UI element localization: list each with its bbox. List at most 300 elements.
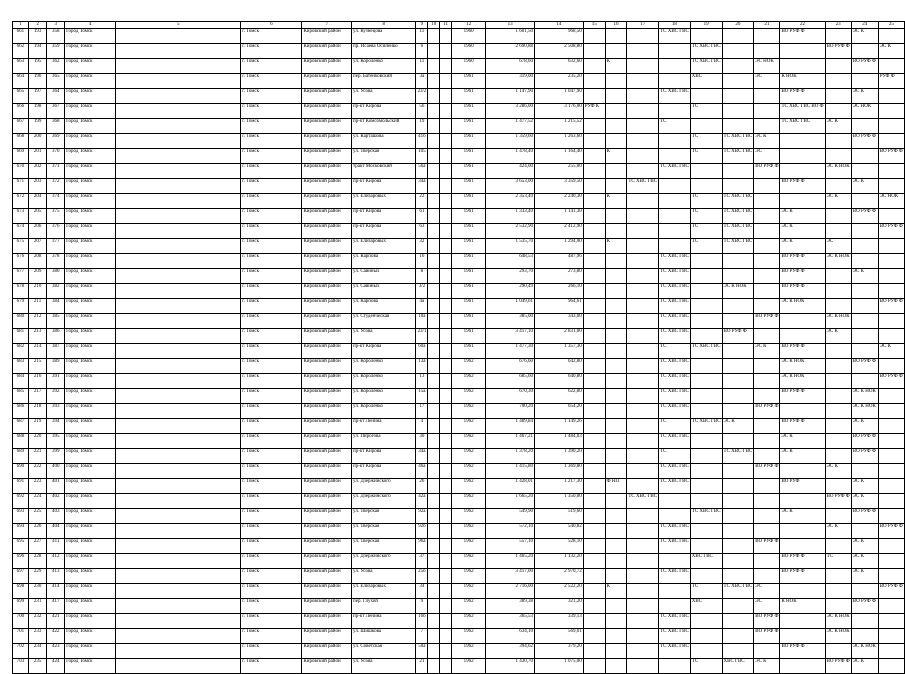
- table-cell: [754, 419, 780, 434]
- table-cell: ВО РУФ Ф: [878, 224, 904, 239]
- table-cell: [825, 359, 851, 374]
- table-cell: ТС ХВС ГВС: [690, 59, 722, 74]
- table-cell: 30: [416, 434, 428, 449]
- table-cell: 413: [47, 569, 65, 584]
- table-cell: [722, 104, 754, 119]
- table-cell: 215: [28, 359, 47, 374]
- table-cell: [440, 29, 452, 44]
- table-cell: [116, 539, 241, 554]
- table-cell: [605, 539, 627, 554]
- table-cell: [780, 614, 825, 629]
- table-cell: [627, 629, 659, 644]
- table-cell: 1962: [452, 524, 486, 539]
- table-cell: Город Томск: [65, 329, 116, 344]
- table-cell: 1 215,52: [534, 119, 583, 134]
- table-cell: ЭС К: [851, 494, 878, 509]
- table-row: [13, 89, 905, 104]
- table-cell: [627, 224, 659, 239]
- table-cell: 423: [47, 644, 65, 659]
- table-cell: 1 484,03: [534, 434, 583, 449]
- table-cell: 210: [28, 284, 47, 299]
- table-cell: [722, 89, 754, 104]
- column-number-cell: 7: [302, 22, 352, 29]
- table-cell: [690, 374, 722, 389]
- table-cell: 669: [13, 149, 29, 164]
- table-cell: К НОК: [780, 599, 825, 614]
- table-cell: 1961: [452, 119, 486, 134]
- table-cell: [605, 134, 627, 149]
- table-cell: Город Томск: [65, 509, 116, 524]
- table-cell: 2 690,88: [486, 44, 535, 59]
- table-cell: ТС ХВС ГВС: [659, 89, 691, 104]
- column-number-cell: 10: [428, 22, 440, 29]
- table-cell: Кировский район: [302, 629, 352, 644]
- table-cell: [428, 509, 440, 524]
- table-cell: [780, 329, 825, 344]
- table-cell: 61: [416, 209, 428, 224]
- table-cell: ВО РУФ Ф: [754, 629, 780, 644]
- table-cell: [690, 479, 722, 494]
- table-cell: 385: [47, 314, 65, 329]
- table-cell: [825, 179, 851, 194]
- table-cell: [780, 539, 825, 554]
- table-cell: [440, 359, 452, 374]
- table-cell: [627, 254, 659, 269]
- table-row: [13, 329, 905, 344]
- table-cell: [690, 359, 722, 374]
- table-cell: 227: [28, 539, 47, 554]
- table-cell: 622,80: [534, 389, 583, 404]
- table-cell: [440, 404, 452, 419]
- table-cell: г. Томск: [241, 359, 302, 374]
- table-cell: [583, 494, 605, 509]
- table-cell: 1 489,84: [486, 419, 535, 434]
- table-cell: [583, 434, 605, 449]
- table-cell: 11: [416, 59, 428, 74]
- table-cell: 365: [47, 74, 65, 89]
- table-cell: [428, 314, 440, 329]
- column-number-cell: 24: [851, 22, 878, 29]
- table-cell: 293,70: [486, 269, 535, 284]
- table-cell: Город Томск: [65, 539, 116, 554]
- table-cell: [583, 464, 605, 479]
- column-number-cell: 8: [352, 22, 416, 29]
- table-cell: [428, 644, 440, 659]
- table-cell: [116, 284, 241, 299]
- table-cell: [878, 59, 904, 74]
- table-cell: [428, 119, 440, 134]
- table-cell: [116, 254, 241, 269]
- table-cell: [878, 419, 904, 434]
- table-cell: ЭС К НОК: [851, 389, 878, 404]
- table-cell: Ф НП: [605, 479, 627, 494]
- table-cell: [722, 539, 754, 554]
- table-cell: 369: [47, 134, 65, 149]
- table-cell: [878, 599, 904, 614]
- table-cell: [754, 329, 780, 344]
- table-cell: 1 665,20: [486, 494, 535, 509]
- table-cell: [754, 359, 780, 374]
- table-cell: 667: [13, 119, 29, 134]
- table-cell: [690, 269, 722, 284]
- table-cell: 403: [47, 509, 65, 524]
- table-cell: ВО РУФ Ф: [780, 29, 825, 44]
- table-cell: 389: [47, 359, 65, 374]
- table-cell: ЭС: [754, 149, 780, 164]
- table-cell: [116, 479, 241, 494]
- table-cell: ВО РУФ Ф: [754, 404, 780, 419]
- table-cell: [605, 269, 627, 284]
- table-cell: [722, 599, 754, 614]
- table-cell: ХВС: [690, 74, 722, 89]
- table-cell: [440, 449, 452, 464]
- table-cell: Город Томск: [65, 554, 116, 569]
- table-cell: ВО РУФ Ф: [780, 419, 825, 434]
- table-cell: [605, 494, 627, 509]
- table-cell: г. Томск: [241, 179, 302, 194]
- table-cell: 384: [47, 299, 65, 314]
- table-cell: 1961: [452, 89, 486, 104]
- table-cell: 46а: [416, 464, 428, 479]
- table-row: [13, 569, 905, 584]
- table-cell: [116, 374, 241, 389]
- table-cell: 676,60: [486, 359, 535, 374]
- table-cell: 1 294,00: [534, 239, 583, 254]
- table-cell: тракт Московский: [352, 164, 416, 179]
- table-cell: ЭС К: [851, 89, 878, 104]
- table-cell: [754, 569, 780, 584]
- column-number-cell: 2: [28, 22, 47, 29]
- table-cell: [116, 239, 241, 254]
- table-cell: ВО РУФ Ф: [780, 254, 825, 269]
- table-cell: ВО РУФ Ф: [851, 509, 878, 524]
- table-cell: ул. Кузнецова: [352, 29, 416, 44]
- table-cell: 25б: [416, 569, 428, 584]
- table-cell: 1962: [452, 464, 486, 479]
- table-cell: [627, 329, 659, 344]
- table-cell: [722, 254, 754, 269]
- table-cell: ТС ХВС ГВС: [659, 374, 691, 389]
- table-cell: ЭС К: [851, 539, 878, 554]
- column-number-cell: 11: [440, 22, 452, 29]
- table-cell: 661: [13, 29, 29, 44]
- table-cell: [659, 194, 691, 209]
- table-cell: [583, 89, 605, 104]
- table-cell: [851, 464, 878, 479]
- table-cell: ХВС: [690, 599, 722, 614]
- table-cell: ВО РУФ Ф: [851, 449, 878, 464]
- table-cell: ул. Усова: [352, 659, 416, 674]
- column-number-cell: 23: [825, 22, 851, 29]
- table-cell: 412: [47, 554, 65, 569]
- table-cell: 1 601,50: [486, 29, 535, 44]
- table-cell: 375: [47, 209, 65, 224]
- table-cell: РУФ К: [583, 104, 605, 119]
- table-cell: [754, 509, 780, 524]
- table-cell: ТС ХВС ГВС: [627, 494, 659, 509]
- table-cell: [878, 269, 904, 284]
- table-cell: [780, 584, 825, 599]
- column-number-header: [13, 22, 905, 29]
- table-cell: 402: [47, 494, 65, 509]
- table-cell: [851, 164, 878, 179]
- table-cell: [583, 449, 605, 464]
- table-cell: [116, 554, 241, 569]
- table-cell: 321,20: [534, 599, 583, 614]
- table-cell: Кировский район: [302, 644, 352, 659]
- table-cell: ЭС К НОК: [825, 314, 851, 329]
- table-cell: 15а: [416, 389, 428, 404]
- column-number-cell: 3: [47, 22, 65, 29]
- table-cell: г. Томск: [241, 614, 302, 629]
- table-cell: Кировский район: [302, 314, 352, 329]
- table-cell: г. Томск: [241, 239, 302, 254]
- table-cell: [627, 599, 659, 614]
- table-cell: ВО РУФ Ф: [878, 299, 904, 314]
- table-cell: пр-кт Кирова: [352, 104, 416, 119]
- table-cell: 1962: [452, 494, 486, 509]
- table-cell: 1962: [452, 644, 486, 659]
- table-cell: [583, 299, 605, 314]
- table-cell: [627, 209, 659, 224]
- table-cell: пр-кт Кирова: [352, 179, 416, 194]
- column-number-cell: 5: [116, 22, 241, 29]
- table-cell: 642,80: [534, 359, 583, 374]
- table-cell: г. Томск: [241, 389, 302, 404]
- table-cell: ТС ХВС ГВС: [659, 164, 691, 179]
- table-cell: [116, 449, 241, 464]
- table-cell: [428, 284, 440, 299]
- table-cell: [825, 374, 851, 389]
- table-cell: 1960: [452, 29, 486, 44]
- table-cell: ТС ХВС ГВС: [690, 344, 722, 359]
- table-cell: 487,96: [534, 254, 583, 269]
- table-cell: [440, 134, 452, 149]
- table-cell: ВО РУФ Ф: [754, 314, 780, 329]
- table-cell: [722, 344, 754, 359]
- table-cell: 678,60: [486, 59, 535, 74]
- table-cell: [428, 389, 440, 404]
- table-cell: 232: [28, 614, 47, 629]
- table-cell: [878, 314, 904, 329]
- table-cell: 234: [28, 644, 47, 659]
- table-cell: Кировский район: [302, 554, 352, 569]
- table-cell: [878, 509, 904, 524]
- table-cell: [878, 134, 904, 149]
- table-cell: [627, 659, 659, 674]
- table-cell: ТС: [659, 344, 691, 359]
- table-cell: [116, 224, 241, 239]
- table-cell: 1 047,90: [534, 89, 583, 104]
- table-cell: [440, 614, 452, 629]
- table-cell: 640,80: [534, 374, 583, 389]
- table-cell: ТС ХВС ГВС: [627, 179, 659, 194]
- table-cell: Кировский район: [302, 464, 352, 479]
- table-cell: [116, 44, 241, 59]
- table-cell: ТС: [690, 224, 722, 239]
- table-cell: [605, 419, 627, 434]
- table-cell: 1 075,00: [534, 659, 583, 674]
- table-cell: [722, 269, 754, 284]
- table-cell: 1 147,90: [486, 89, 535, 104]
- table-cell: К: [605, 239, 627, 254]
- table-cell: 197: [28, 89, 47, 104]
- table-cell: г. Томск: [241, 404, 302, 419]
- table-cell: 687: [13, 419, 29, 434]
- table-cell: [825, 59, 851, 74]
- table-cell: Кировский район: [302, 374, 352, 389]
- table-cell: 3 417,00: [486, 569, 535, 584]
- table-cell: [428, 209, 440, 224]
- table-cell: [825, 74, 851, 89]
- table-cell: [659, 494, 691, 509]
- table-cell: [754, 104, 780, 119]
- table-row: [13, 389, 905, 404]
- table-cell: Город Томск: [65, 269, 116, 284]
- table-cell: 4: [416, 419, 428, 434]
- table-cell: Кировский район: [302, 119, 352, 134]
- table-cell: [878, 254, 904, 269]
- table-cell: [627, 29, 659, 44]
- table-cell: г. Томск: [241, 224, 302, 239]
- table-cell: 1 535,70: [486, 239, 535, 254]
- table-cell: 424: [47, 659, 65, 674]
- table-cell: 225: [28, 509, 47, 524]
- table-cell: 1962: [452, 449, 486, 464]
- table-cell: [878, 629, 904, 644]
- table-row: [13, 269, 905, 284]
- table-cell: ЭС К: [878, 344, 904, 359]
- table-cell: [825, 599, 851, 614]
- table-cell: ул. Дзержинского: [352, 554, 416, 569]
- table-cell: 519,60: [534, 509, 583, 524]
- table-cell: г. Томск: [241, 584, 302, 599]
- table-cell: [428, 269, 440, 284]
- table-cell: [851, 149, 878, 164]
- table-cell: пер. Глухой: [352, 599, 416, 614]
- table-cell: 377: [47, 239, 65, 254]
- table-cell: [690, 629, 722, 644]
- table-cell: 389,38: [486, 599, 535, 614]
- table-cell: 1962: [452, 389, 486, 404]
- table-cell: ТС ХВС ГВС: [659, 314, 691, 329]
- table-cell: 207: [28, 239, 47, 254]
- table-cell: [690, 284, 722, 299]
- table-cell: ВО РУФ Ф: [878, 524, 904, 539]
- table-cell: [440, 149, 452, 164]
- table-cell: [440, 74, 452, 89]
- table-cell: 3 286,00: [486, 104, 535, 119]
- table-cell: 11: [416, 29, 428, 44]
- table-cell: [851, 314, 878, 329]
- table-cell: ВО РУФ Ф: [780, 389, 825, 404]
- table-cell: ТС ХВС ГВС: [722, 584, 754, 599]
- table-cell: [605, 344, 627, 359]
- table-cell: [878, 389, 904, 404]
- table-cell: 393: [47, 404, 65, 419]
- table-cell: 684: [13, 374, 29, 389]
- table-cell: Город Томск: [65, 524, 116, 539]
- table-cell: Город Томск: [65, 164, 116, 179]
- column-number-cell: 16: [605, 22, 627, 29]
- table-cell: [878, 359, 904, 374]
- table-cell: [627, 44, 659, 59]
- table-cell: [583, 569, 605, 584]
- table-cell: [722, 554, 754, 569]
- table-cell: [780, 404, 825, 419]
- table-cell: 677: [13, 269, 29, 284]
- table-cell: пр-кт Кирова: [352, 344, 416, 359]
- table-cell: [583, 254, 605, 269]
- table-cell: 672: [13, 194, 29, 209]
- table-cell: Кировский район: [302, 434, 352, 449]
- table-cell: [878, 479, 904, 494]
- table-cell: [780, 194, 825, 209]
- table-cell: 16б: [416, 614, 428, 629]
- table-cell: ТС ХВС ГВС ВО Ф: [780, 104, 825, 119]
- table-cell: ЭС К: [780, 434, 825, 449]
- table-cell: 1961: [452, 269, 486, 284]
- table-cell: [583, 629, 605, 644]
- table-cell: [754, 434, 780, 449]
- table-cell: ЭС К НОК: [825, 254, 851, 269]
- table-cell: [754, 284, 780, 299]
- table-cell: ВО РУФ Ф: [780, 284, 825, 299]
- table-cell: 528,10: [534, 539, 583, 554]
- table-cell: Кировский район: [302, 449, 352, 464]
- table-row: [13, 164, 905, 179]
- table-cell: 679: [13, 299, 29, 314]
- table-cell: 382: [47, 284, 65, 299]
- table-cell: [428, 329, 440, 344]
- table-cell: [780, 524, 825, 539]
- column-number-cell: 21: [754, 22, 780, 29]
- table-cell: Кировский район: [302, 254, 352, 269]
- table-cell: 1 149,26: [534, 419, 583, 434]
- table-cell: [627, 464, 659, 479]
- table-row: [13, 374, 905, 389]
- table-cell: 50а: [416, 644, 428, 659]
- table-cell: [583, 374, 605, 389]
- table-cell: 4а: [416, 299, 428, 314]
- table-cell: [659, 509, 691, 524]
- table-cell: [440, 464, 452, 479]
- table-cell: [878, 179, 904, 194]
- table-cell: 56а: [416, 164, 428, 179]
- table-cell: [627, 74, 659, 89]
- table-cell: [583, 329, 605, 344]
- table-row: [13, 359, 905, 374]
- table-cell: [722, 44, 754, 59]
- table-cell: [605, 314, 627, 329]
- table-cell: [116, 644, 241, 659]
- table-cell: ТС ХВС ГВС: [659, 359, 691, 374]
- table-cell: ТС ХВС ГВС: [659, 614, 691, 629]
- table-cell: Кировский район: [302, 509, 352, 524]
- table-cell: 2 412,90: [534, 224, 583, 239]
- table-cell: 689: [13, 449, 29, 464]
- table-cell: 96а: [416, 539, 428, 554]
- table-cell: [583, 59, 605, 74]
- table-cell: 421: [47, 614, 65, 629]
- table-cell: [583, 149, 605, 164]
- table-cell: [825, 434, 851, 449]
- table-cell: 41б: [416, 134, 428, 149]
- table-cell: [440, 329, 452, 344]
- table-cell: [583, 164, 605, 179]
- table-row: [13, 314, 905, 329]
- table-cell: [690, 164, 722, 179]
